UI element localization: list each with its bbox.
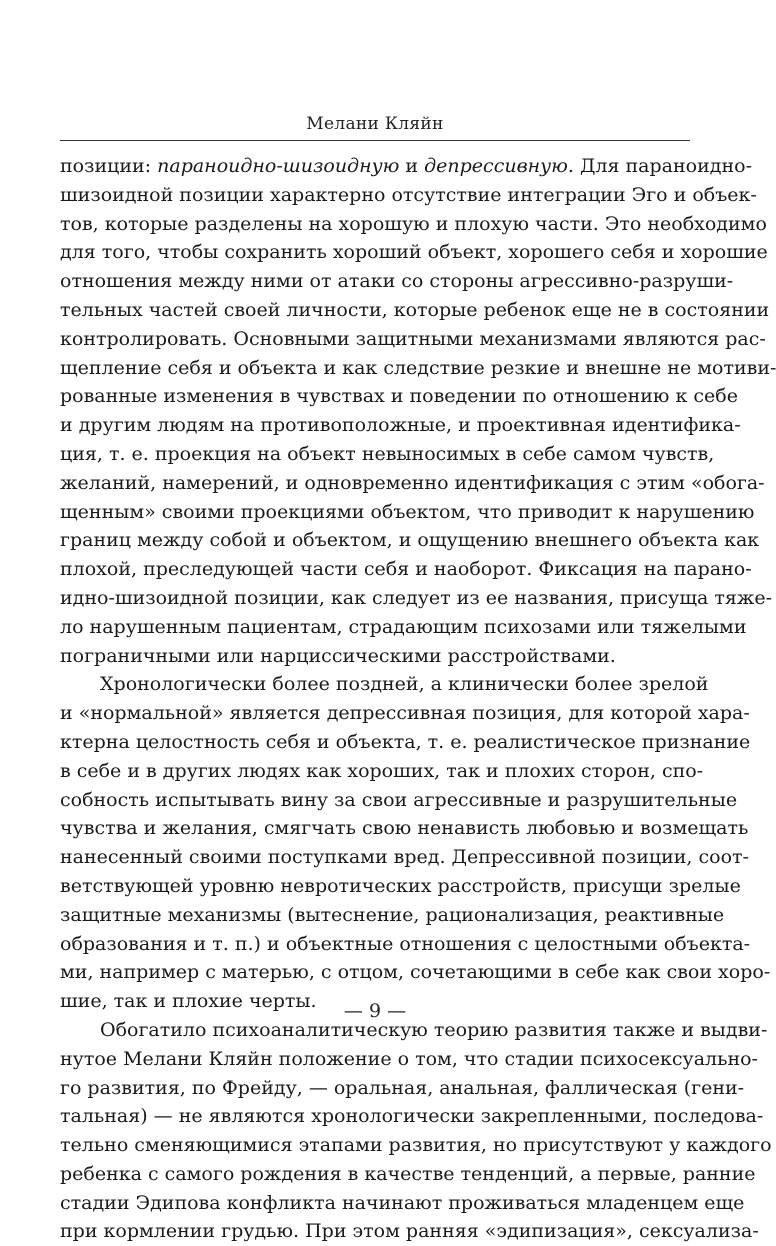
text-line: желаний, намерений, и одновременно идентификация с этим «обога- (60, 471, 765, 494)
text-line: Хронологически более поздней, а клинически более зрелой (100, 673, 709, 696)
text-line: ребенка с самого рождения в качестве тенденций, а первые, ранние (60, 1162, 756, 1185)
text-line: в себе и в других людях как хороших, так и плохих сторон, спо- (60, 759, 704, 782)
text-line: тельных частей своей личности, которые ребенок еще не в состоянии (60, 298, 770, 321)
text-line: границ между собой и объектом, и ощущению внешнего объекта как (60, 529, 760, 552)
text-run: позиции: (60, 155, 158, 177)
text-line: ветствующей уровню невротических расстройств, присущи зрелые (60, 874, 741, 897)
text-line: Обогатило психоаналитическую теорию развития также и выдви- (100, 1018, 768, 1041)
text-line: тельно сменяющимися этапами развития, но присутствуют у каждого (60, 1134, 772, 1157)
text-line: образования и т. п.) и объектные отношения с целостными объекта- (60, 932, 751, 955)
text-line: и другим людям на противоположные, и проективная идентифика- (60, 414, 741, 437)
text-line: для того, чтобы сохранить хороший объект, хорошего себя и хорошие (60, 241, 768, 264)
text-line: щепление себя и объекта и как следствие резкие и внешне не мотиви- (60, 356, 776, 379)
text-line: отношения между ними от атаки со стороны агрессивно-разруши- (60, 270, 734, 293)
paragraph (60, 670, 771, 1016)
page-number: — 9 — (343, 1000, 407, 1022)
paragraph (60, 152, 776, 670)
text-line: идно-шизоидной позиции, как следует из ее названия, присуща тяже- (60, 586, 773, 609)
text-line: шие, так и плохие черты. (60, 990, 317, 1013)
text-line: стадии Эдипова конфликта начинают проживаться младенцем еще (60, 1191, 745, 1214)
text-line: собность испытывать вину за свои агрессивные и разрушительные (60, 788, 738, 811)
body-text (60, 152, 776, 1246)
text-line: тов, которые разделены на хорошую и плохую части. Это необходимо (60, 212, 767, 235)
text-run: Для параноидно- (573, 155, 752, 177)
text-line: контролировать. Основными защитными механизмами являются рас- (60, 327, 766, 350)
text-line: ло нарушенным пациентам, страдающим психозами или тяжелыми (60, 615, 747, 638)
text-run: и (399, 155, 425, 177)
running-head: Мелани Кляйн (306, 114, 444, 134)
text-line: шизоидной позиции характерно отсутствие интеграции Эго и объек- (60, 183, 757, 206)
text-line: нанесенный своими поступками вред. Депрессивной позиции, соот- (60, 846, 749, 869)
text-line: щенным» своими проекциями объектом, что приводит к нарушению (60, 500, 755, 523)
text-line: ктерна целостность себя и объекта, т. е. реалистическое признание (60, 730, 751, 753)
header-rule (60, 140, 690, 141)
emphasized-term: депрессивную. (424, 155, 574, 177)
text-line: плохой, преследующей части себя и наоборот. Фиксация на парано- (60, 558, 752, 581)
text-line (60, 152, 752, 181)
text-line: при кормлении грудью. При этом ранняя «эдипизация», сексуализа- (60, 1220, 759, 1243)
text-line: и «нормальной» является депрессивная позиция, для которой хара- (60, 702, 750, 725)
text-line: ция, т. е. проекция на объект невыносимых в себе самом чувств, (60, 442, 715, 465)
emphasized-term: параноидно-шизоидную (157, 155, 400, 177)
text-line: тальная) — не являются хронологически закрепленными, последова- (60, 1105, 764, 1128)
text-line: нутое Мелани Кляйн положение о том, что стадии психосексуально- (60, 1047, 758, 1070)
paragraph (60, 1016, 772, 1246)
text-line: рованные изменения в чувствах и поведении по отношению к себе (60, 385, 738, 408)
text-line: защитные механизмы (вытеснение, рационализация, реактивные (60, 903, 725, 926)
text-line: пограничными или нарциссическими расстройствами. (60, 644, 616, 667)
text-line: чувства и желания, смягчать свою ненависть любовью и возмещать (60, 817, 749, 840)
text-line: ми, например с матерью, с отцом, сочетающими в себе как свои хоро- (60, 961, 771, 984)
text-line: го развития, по Фрейду, — оральная, анальная, фаллическая (гени- (60, 1076, 745, 1099)
